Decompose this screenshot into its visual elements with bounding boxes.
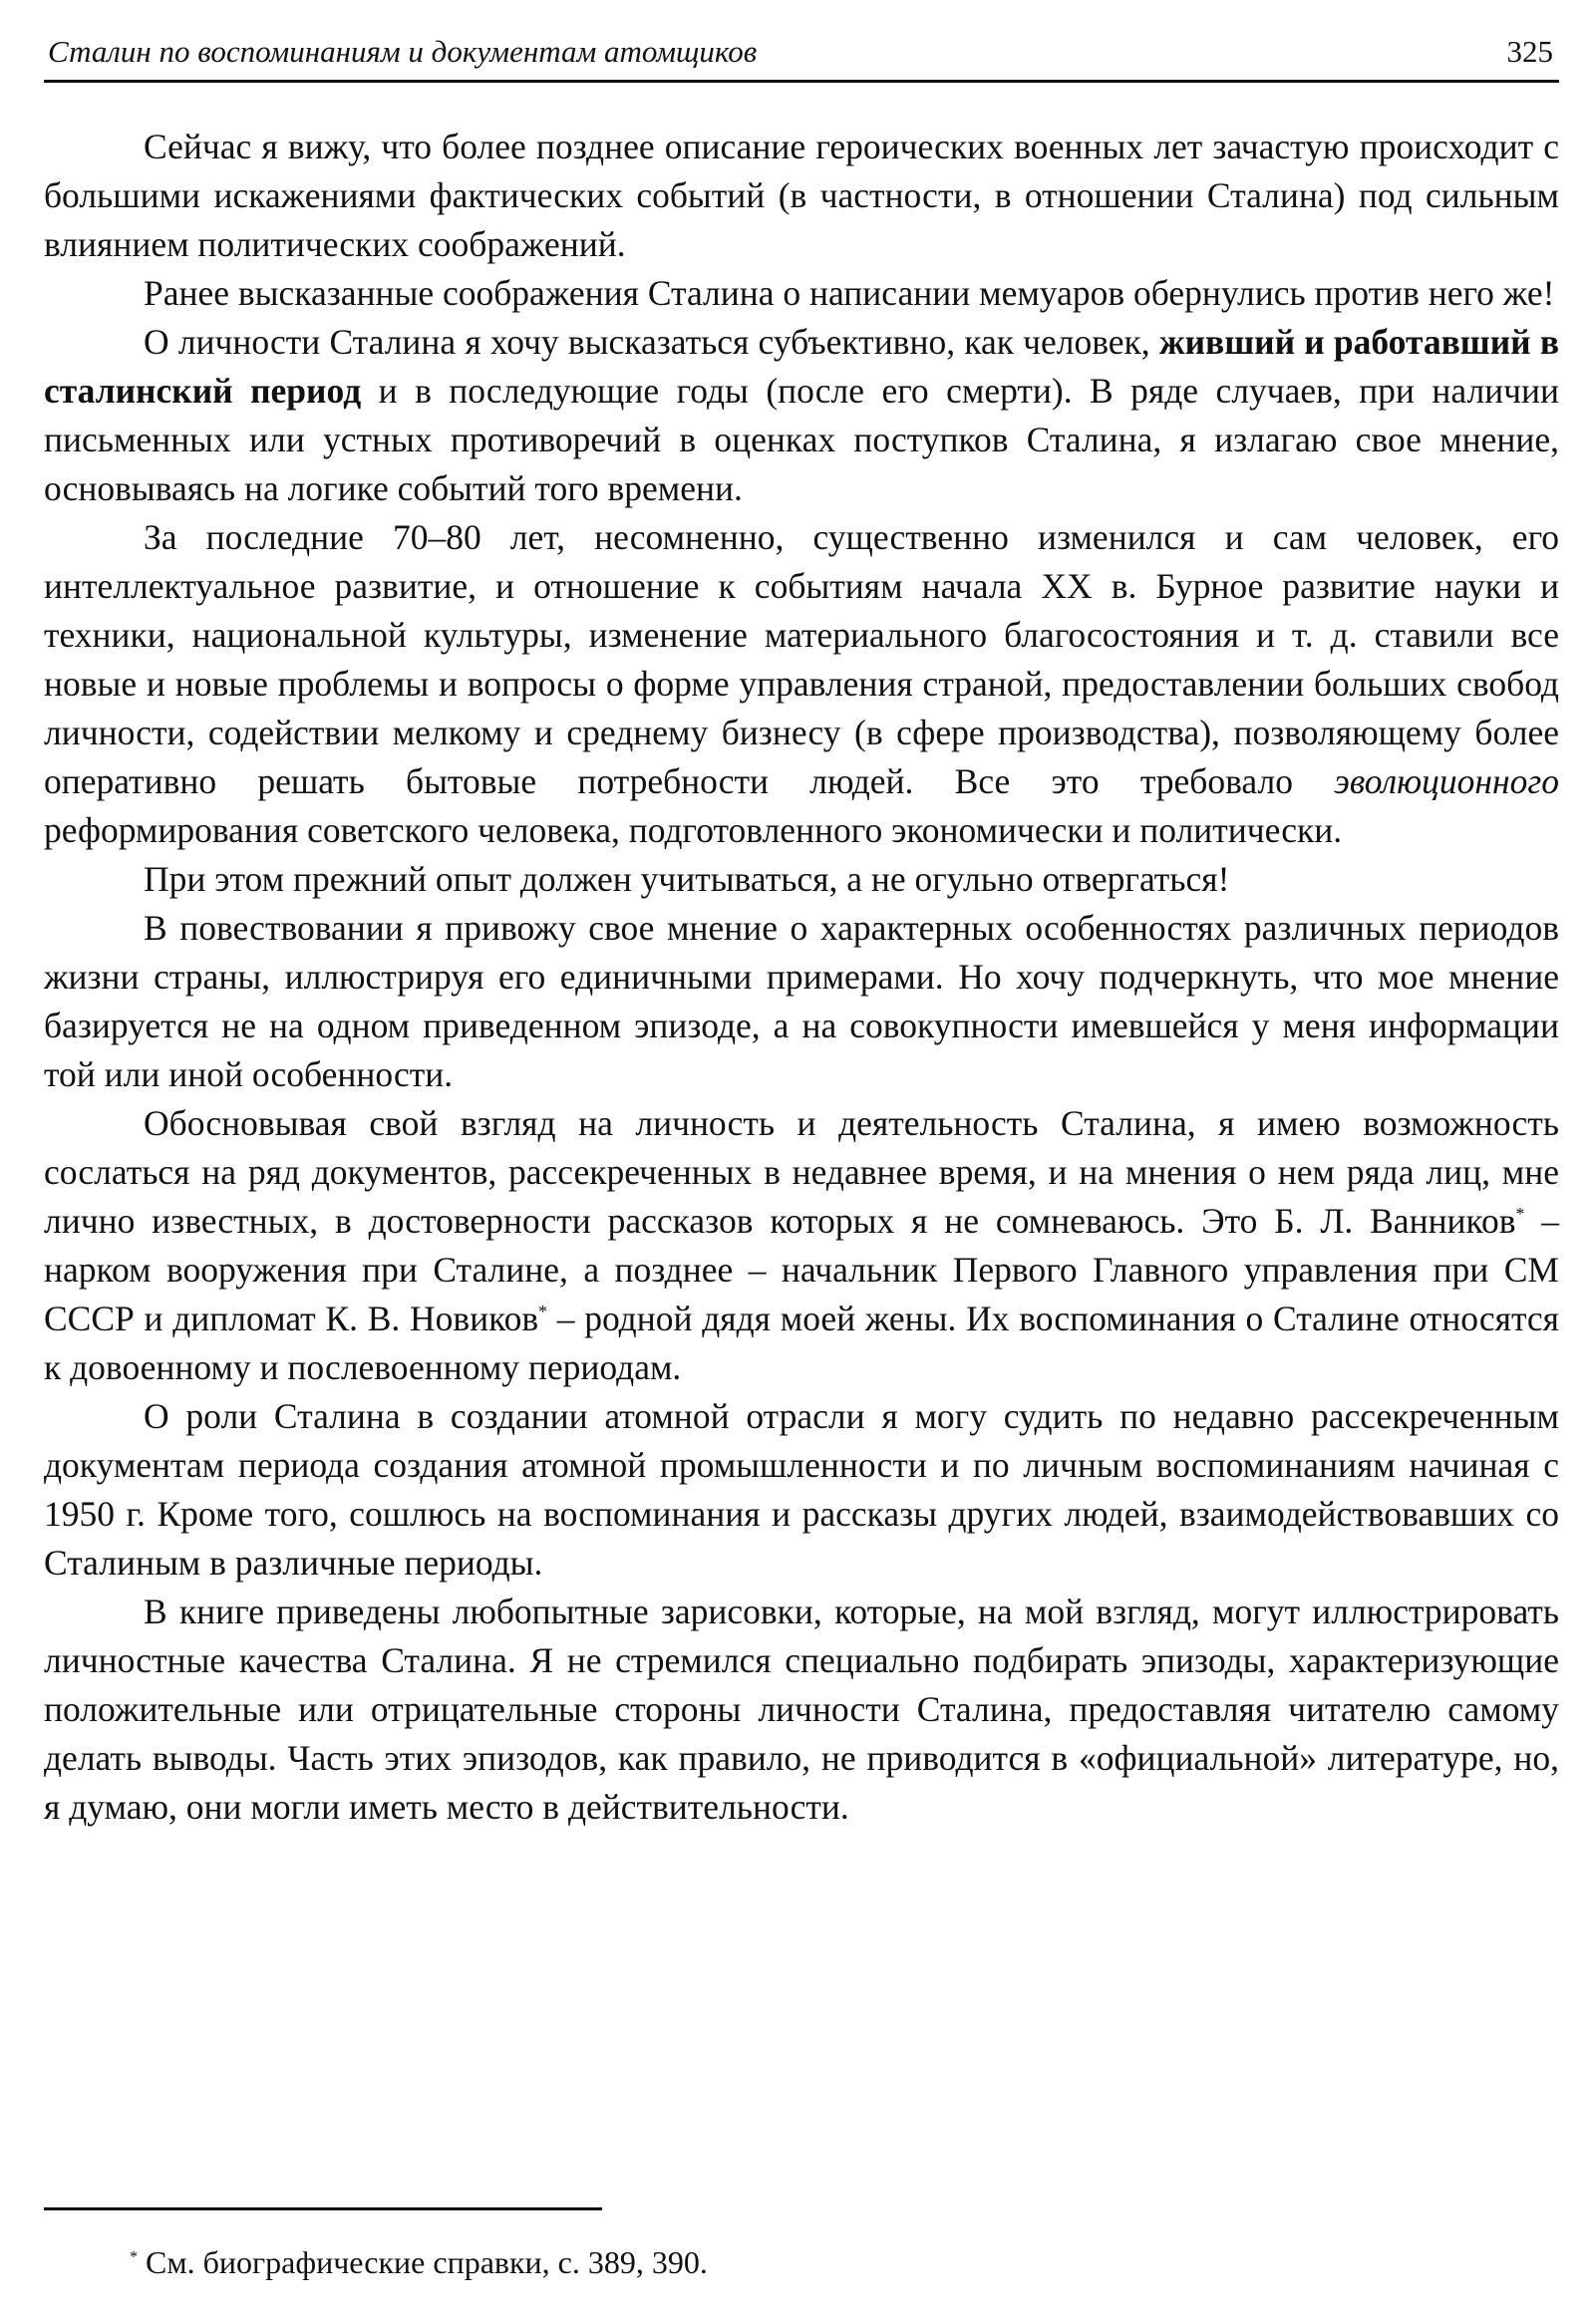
paragraph-4-italic-word: эволюционного [1334, 761, 1559, 801]
paragraph-4-text-end: реформирования советского человека, подготовленного экономически и политически. [44, 810, 1343, 850]
paragraph-7-text-part-1: Обосновывая свой взгляд на личность и деятельность Сталина, я имею возможность сослаться на ряд документов, рассекреченных в недавнее время, и на мнения о нем ряда лиц, мне лично известных, в достоверности рассказов которых я не сомневаюсь. Это Б. Л. Ванников [44, 1103, 1559, 1241]
footnote-marker: * [538, 1302, 547, 1322]
paragraph-2: Ранее высказанные соображения Сталина о написании мемуаров обернулись против него же! [144, 273, 1555, 313]
footnote-mark: * [130, 2248, 138, 2266]
body-text [44, 123, 1559, 1832]
page-number: 325 [1506, 34, 1553, 69]
paragraph-7 [44, 1099, 1559, 1392]
paragraph-4 [44, 513, 1559, 855]
paragraph-7-text-part-2: – нарком вооружения при Сталине, а позднее – начальник Первого Главного управления при СМ СССР и дипломат К. В. Новиков [44, 1201, 1560, 1338]
paragraph-5: При этом прежний опыт должен учитываться, а не огульно отвергаться! [144, 859, 1230, 899]
paragraph-6: В повествовании я привожу свое мнение о характерных особенностях различных периодов жизни страны, иллюстрируя его единичными примерами. Но хочу подчеркнуть, что мое мнение базируется не на одном приведенном эпизоде, а на совокупности имевшейся у меня информации той или иной особенности. [44, 908, 1559, 1094]
footnote-divider [44, 2207, 602, 2210]
running-header [44, 32, 1559, 83]
paragraph-4-text-start: За последние 70–80 лет, несомненно, существенно изменился и сам человек, его интеллектуальное развитие, и отношение к событиям начала XX в. Бурное развитие науки и техники, национальной культуры, изменение материального благосостояния и т. д. ставили все новые и новые проблемы и вопросы о форме управления страной, предоставлении больших свобод личности, содействии мелкому и среднему бизнесу (в сфере производства), позволяющему более оперативно решать бытовые потребности людей. Все это требовало [44, 517, 1559, 801]
paragraph-3 [44, 318, 1559, 513]
paragraph-1: Сейчас я вижу, что более позднее описание героических военных лет зачастую происходит с большими искажениями фактических событий (в частности, в отношении Сталина) под сильным влиянием политических соображений. [44, 127, 1559, 264]
paragraph-3-text-end: и в последующие годы (после его смерти). В ряде случаев, при наличии письменных или устных противоречий в оценках поступков Сталина, я излагаю свое мнение, основываясь на логике событий того времени. [44, 371, 1560, 508]
footnote-text: См. биографические справки, с. 389, 390. [138, 2244, 708, 2280]
footnote-marker: * [1515, 1204, 1525, 1225]
footnote [130, 2242, 708, 2282]
paragraph-8: О роли Сталина в создании атомной отрасли я могу судить по недавно рассекреченным документам периода создания атомной промышленности и по личным воспоминаниям начиная с 1950 г. Кроме того, сошлюсь на воспоминания и рассказы других людей, взаимодействовавших со Сталиным в различные периоды. [44, 1396, 1559, 1583]
paragraph-9: В книге приведены любопытные зарисовки, которые, на мой взгляд, могут иллюстрировать личностные качества Сталина. Я не стремился специально подбирать эпизоды, характеризующие положительные или отрицательные стороны личности Сталина, предоставляя читателю самому делать выводы. Часть этих эпизодов, как правило, не приводится в «официальной» литературе, но, я думаю, они могли иметь место в действительности. [44, 1592, 1559, 1827]
paragraph-3-bold-phrase: живший и работавший в сталинский период [44, 322, 1559, 411]
running-header-title: Сталин по воспоминаниям и документам атомщиков [48, 34, 758, 69]
paragraph-7-text-part-3: – родной дядя моей жены. Их воспоминания о Сталине относятся к довоенному и послевоенному периодам. [44, 1299, 1559, 1387]
paragraph-3-text-start: О личности Сталина я хочу высказаться субъективно, как человек, [144, 322, 1159, 362]
